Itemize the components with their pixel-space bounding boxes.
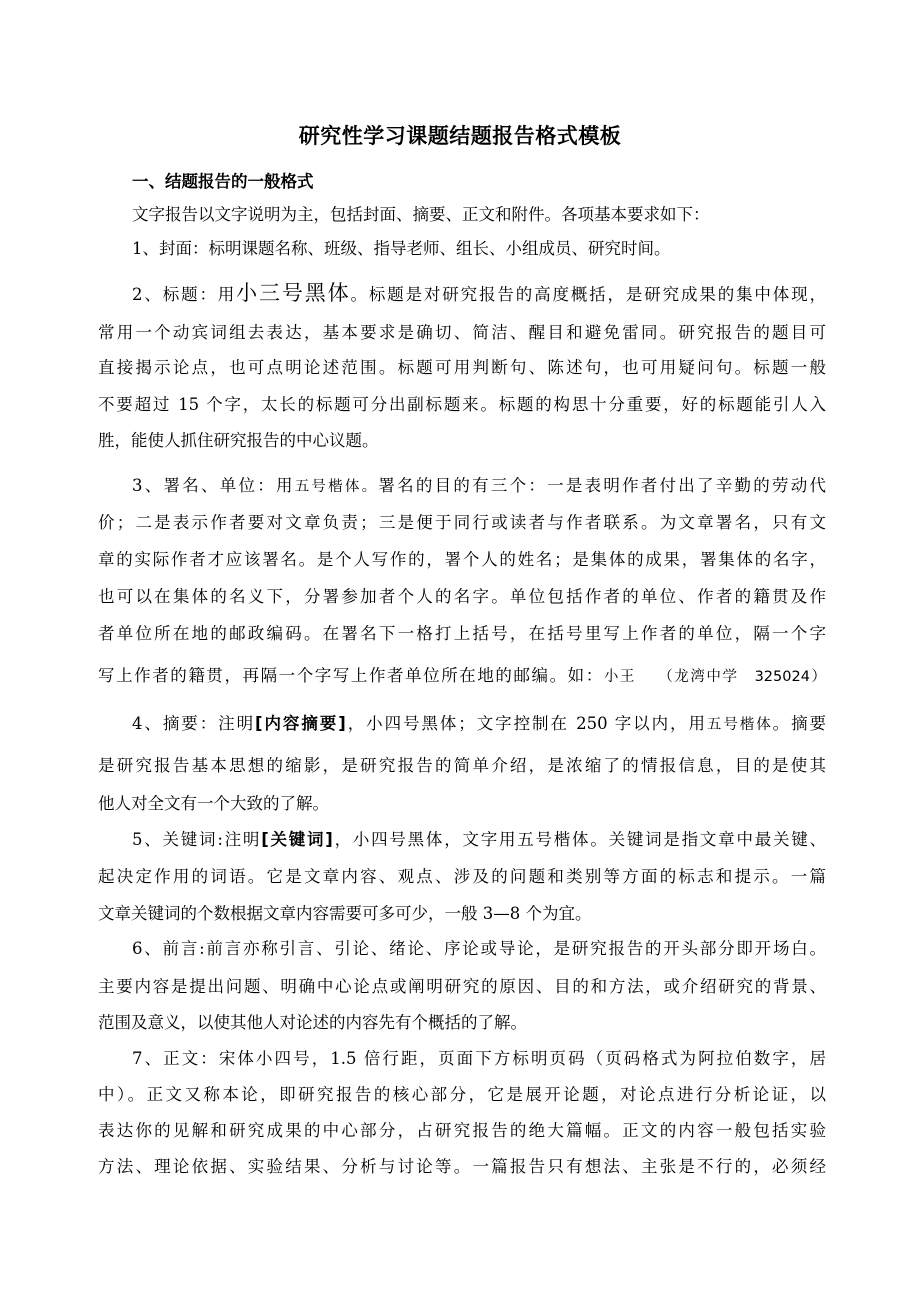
item-abstract-line-3: 他人对全文有一个大致的了解。 xyxy=(98,794,329,813)
item-author-lead: 3、署名、单位：用 xyxy=(132,476,295,495)
item-title-line-1 xyxy=(132,279,826,307)
item-author-line-6 xyxy=(98,662,826,690)
item-author-line-2: 价；二是表示作者要对文章负责；三是便于同行或读者与作者联系。为文章署名，只有文 xyxy=(98,513,826,532)
item-title-lead: 2、标题：用 xyxy=(132,285,237,304)
item-author-line-3: 章的实际作者才应该署名。是个人写作的，署个人的姓名；是集体的成果，署集体的名字， xyxy=(98,550,826,569)
item-preface-line-1: 6、前言:前言亦称引言、引论、绪论、序论或导论，是研究报告的开头部分即开场白。 xyxy=(132,939,826,958)
item-body-line-1: 7、正文：宋体小四号，1.5 倍行距，页面下方标明页码（页码格式为阿拉伯数字，居 xyxy=(132,1049,826,1068)
item-preface-line-2: 主要内容是提出问题、明确中心论点或阐明研究的原因、目的和方法，或介绍研究的背景、 xyxy=(98,977,826,996)
keywords-tag: [关键词] xyxy=(261,830,333,849)
item-author-line-1 xyxy=(132,472,826,500)
item-abstract-line-2: 是研究报告基本思想的缩影，是研究报告的简单介绍，是浓缩了的情报信息，目的是使其 xyxy=(98,756,826,775)
item-title-format: 小三号黑体 xyxy=(236,281,351,305)
abstract-tag: [内容摘要] xyxy=(255,714,346,733)
item-title-line-3: 直接揭示论点，也可点明论述范围。标题可用判断句、陈述句，也可用疑问句。标题一般 xyxy=(98,358,826,377)
item-cover: 1、封面：标明课题名称、班级、指导老师、组长、小组成员、研究时间。 xyxy=(132,239,671,258)
item-title-text-1: 。标题是对研究报告的高度概括，是研究成果的集中体现， xyxy=(350,285,826,304)
item-author-line-4: 也可以在集体的名义下，分署参加者个人的名字。单位包括作者的单位、作者的籍贯及作 xyxy=(98,587,826,606)
item-title-line-4: 不要超过 15 个字，太长的标题可分出副标题来。标题的构思十分重要，好的标题能引人入 xyxy=(98,395,826,414)
item-abstract-lead: 4、摘要：注明 xyxy=(132,714,256,733)
document-title: 研究性学习课题结题报告格式模板 xyxy=(298,124,622,148)
item-author-line-5: 者单位所在地的邮政编码。在署名下一格打上括号，在括号里写上作者的单位，隔一个字 xyxy=(98,624,826,643)
item-abstract-mid: ，小四号黑体；文字控制在 250 字以内，用 xyxy=(345,714,707,733)
item-author-text-1: 署名的目的有三个：一是表明作者付出了辛勤的劳动代 xyxy=(378,476,826,495)
item-title-line-5: 胜，能使人抓住研究报告的中心议题。 xyxy=(98,431,379,450)
item-author-text-6: 写上作者的籍贯，再隔一个字写上作者单位所在地的邮编。如： xyxy=(98,666,604,685)
item-preface-line-3: 范围及意义，以使其他人对论述的内容先有个概括的了解。 xyxy=(98,1013,527,1032)
section-heading: 一、结题报告的一般格式 xyxy=(132,172,314,191)
item-keywords-lead: 5、关键词 xyxy=(132,830,218,849)
item-abstract-line-1 xyxy=(132,710,826,738)
item-keywords-line-3: 文章关键词的个数根据文章内容需要可多可少，一般 3—8 个为宜。 xyxy=(98,904,592,923)
intro-paragraph: 文字报告以文字说明为主，包括封面、摘要、正文和附件。各项基本要求如下： xyxy=(132,205,710,224)
item-body-line-4: 方法、理论依据、实验结果、分析与讨论等。一篇报告只有想法、主张是不行的，必须经 xyxy=(98,1157,826,1176)
item-abstract-tail: 。摘要 xyxy=(772,714,826,733)
item-keywords-line-2: 起决定作用的词语。它是文章内容、观点、涉及的问题和类别等方面的标志和提示。一篇 xyxy=(98,867,826,886)
item-title-line-2: 常用一个动宾词组去表达，基本要求是确切、简洁、醒目和避免雷同。研究报告的题目可 xyxy=(98,323,826,342)
item-keywords-mid: :注明 xyxy=(217,830,262,849)
item-body-line-3: 表达你的见解和研究成果的中心部分，占研究报告的绝大篇幅。正文的内容一般包括实验 xyxy=(98,1121,826,1140)
author-example: 小王 （龙湾中学 325024） xyxy=(603,669,826,685)
item-body-line-2: 中）。正文又称本论，即研究报告的核心部分，它是展开论题，对论点进行分析论证，以 xyxy=(98,1085,826,1104)
item-author-format: 五号楷体。 xyxy=(294,479,379,495)
item-keywords-tail: ，小四号黑体，文字用五号楷体。关键词是指文章中最关键、 xyxy=(332,830,826,849)
item-abstract-format: 五号楷体 xyxy=(706,717,773,733)
item-keywords-line-1 xyxy=(132,826,826,854)
